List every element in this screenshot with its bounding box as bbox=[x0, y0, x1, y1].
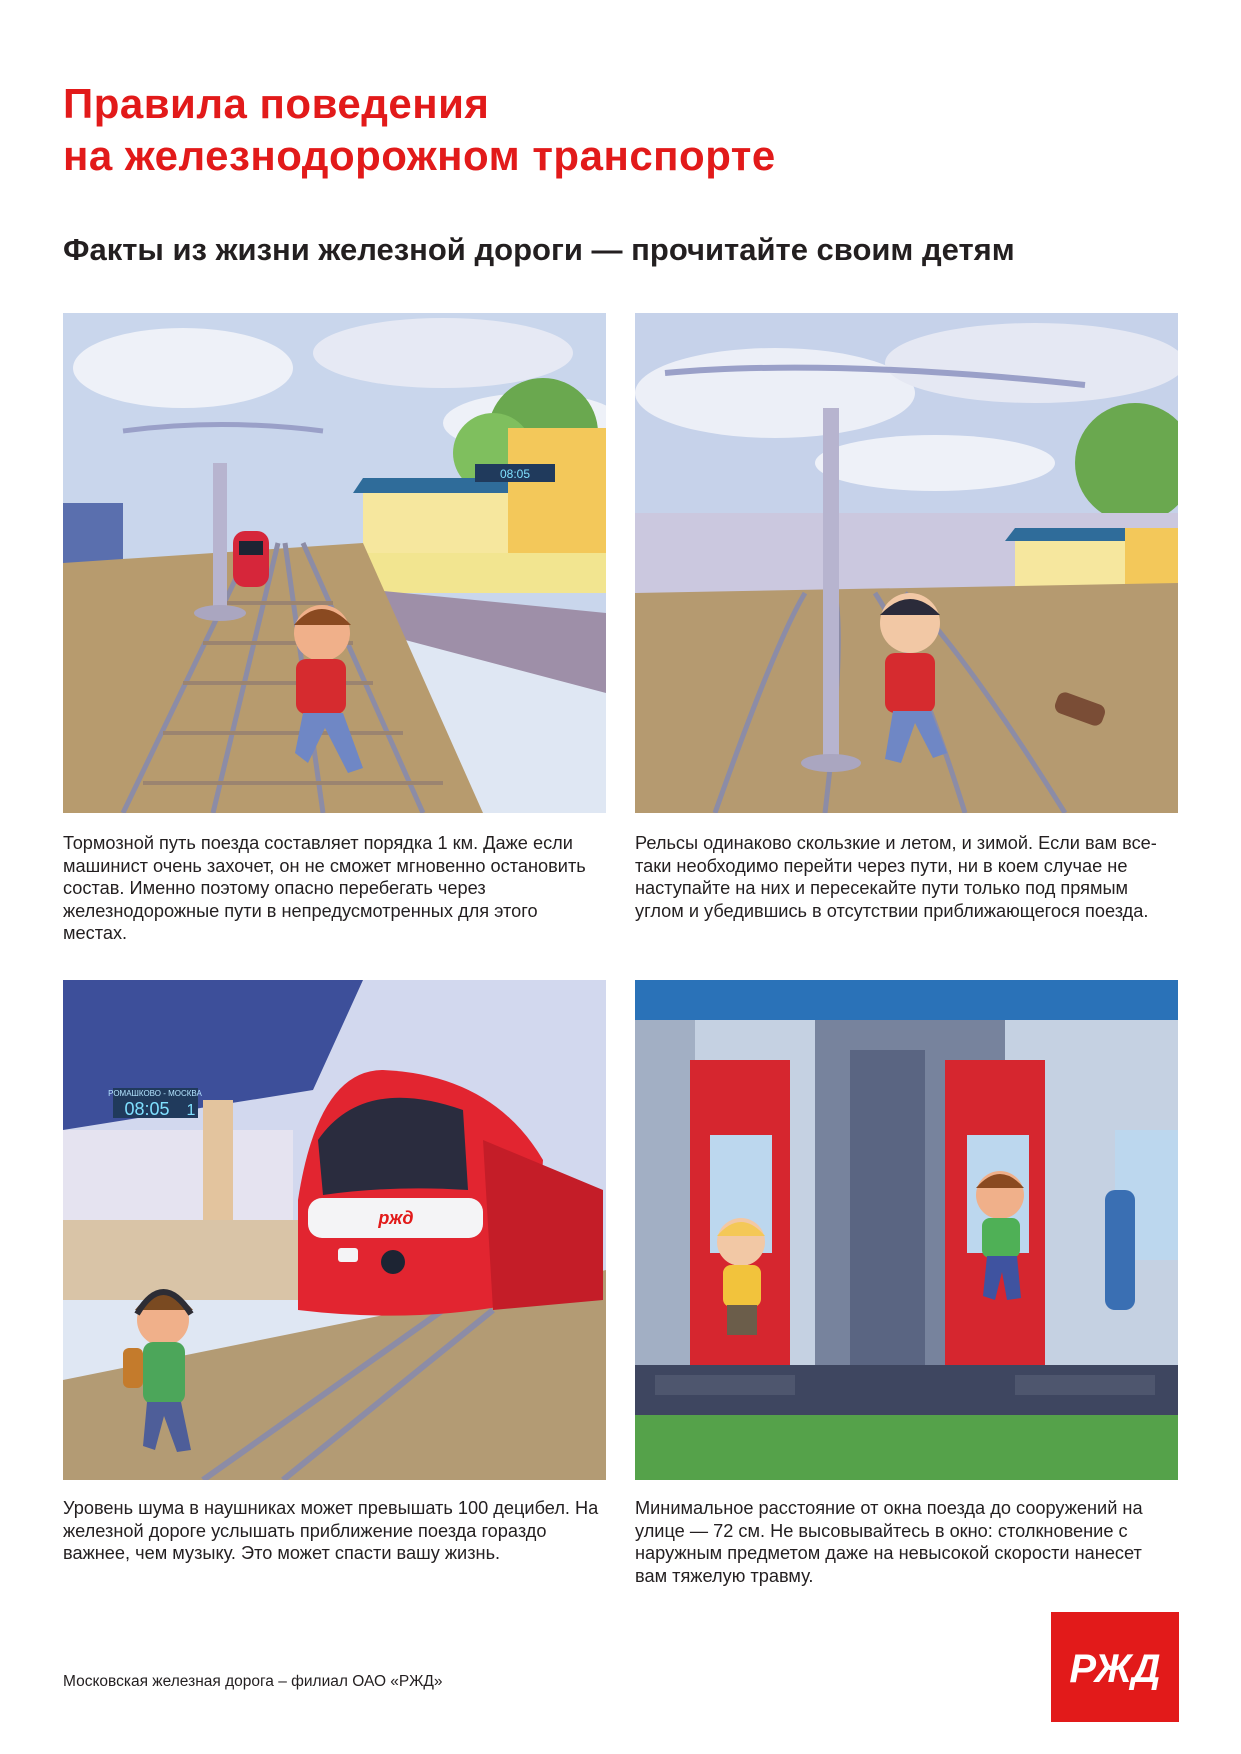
fact-4-text: Минимальное расстояние от окна поезда до сооружений на улице — 72 см. Не высовывайтесь в окно: столкновение с наружным предметом даже на невысокой скорости нанесет вам тяжелую травму. bbox=[635, 1498, 1143, 1586]
page-title bbox=[63, 78, 776, 182]
station-display-name: РОМАШКОВО - МОСКВА bbox=[108, 1089, 202, 1098]
page-subtitle: Факты из жизни железной дороги — прочитайте своим детям bbox=[63, 232, 1015, 267]
illustration-4-drawing bbox=[635, 980, 1178, 1480]
fact-2-text: Рельсы одинаково скользкие и летом, и зимой. Если вам все-таки необходимо перейти через пути, ни в коем случае не наступайте на них и пересекайте пути только под прямым углом и убедившись в отсутствии приближающегося поезда. bbox=[635, 833, 1157, 921]
illustration-boy-with-headphones-near-approaching-train bbox=[63, 980, 606, 1480]
svg-text:ржд: ржд bbox=[378, 1208, 414, 1228]
illustration-boys-at-train-door-window bbox=[635, 980, 1178, 1480]
station-display-time: 08:05 bbox=[124, 1099, 170, 1119]
footer-text: Московская железная дорога – филиал ОАО «РЖД» bbox=[63, 1673, 443, 1690]
illustration-2-drawing bbox=[635, 313, 1178, 813]
illustration-boy-standing-on-rails bbox=[635, 313, 1178, 813]
panel1-clock: 08:05 bbox=[499, 467, 531, 481]
station-display-track: 1 bbox=[186, 1102, 196, 1119]
rzd-logo-text: РЖД bbox=[1069, 1647, 1161, 1691]
rzd-logo-mark bbox=[1051, 1612, 1179, 1722]
fact-1-text: Тормозной путь поезда составляет порядка 1 км. Даже если машинист очень захочет, он не сможет мгновенно остановить состав. Именно поэтому опасно перебегать через железнодорожные пути в непредусмотренных для этого местах. bbox=[63, 833, 586, 943]
illustration-1-drawing bbox=[63, 313, 606, 813]
illustration-3-drawing bbox=[63, 980, 606, 1480]
fact-3-text: Уровень шума в наушниках может превышать 100 децибел. На железной дороге услышать приближение поезда гораздо важнее, чем музыку. Это может спасти вашу жизнь. bbox=[63, 1498, 599, 1563]
illustration-boy-running-across-tracks bbox=[63, 313, 606, 813]
page-title-line1: Правила поведения bbox=[63, 80, 490, 127]
page-title-line2: на железнодорожном транспорте bbox=[63, 132, 776, 179]
rzd-logo bbox=[1051, 1612, 1179, 1722]
